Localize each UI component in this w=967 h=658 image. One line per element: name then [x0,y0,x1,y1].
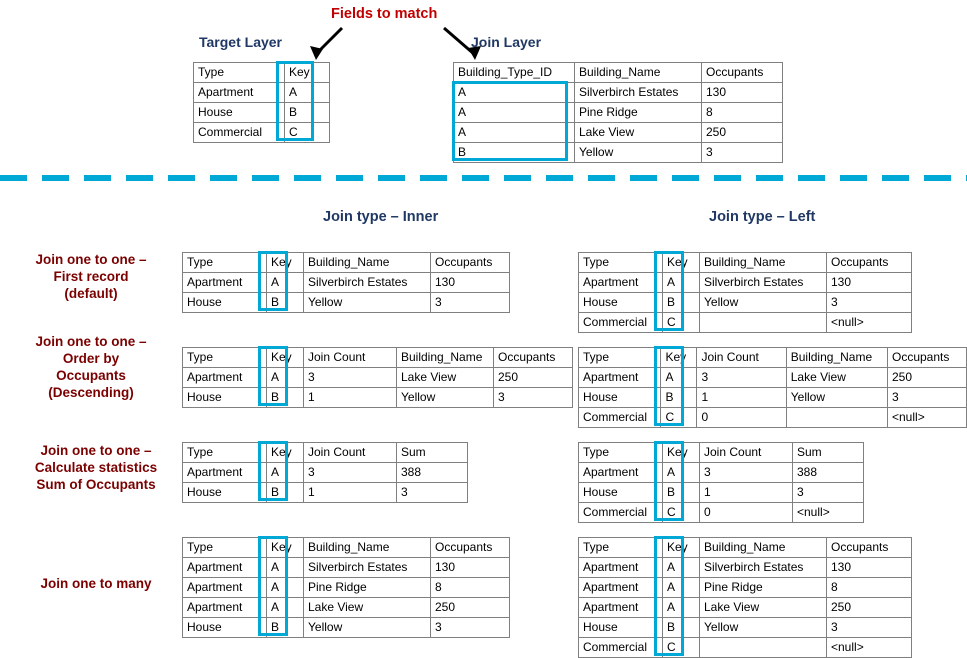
cell: Yellow [700,293,827,313]
th: Type [183,538,267,558]
cell: 3 [827,293,912,313]
cell: 3 [793,483,864,503]
left-table-first-record [578,252,912,333]
table-header-row [579,348,967,368]
table-row [579,558,912,578]
cell: Apartment [579,368,661,388]
th: Type [579,443,663,463]
cell: 1 [304,388,397,408]
th: Join Count [304,443,397,463]
cell: Pine Ridge [700,578,827,598]
cell: House [183,618,267,638]
th: Key [661,348,697,368]
row-label-line: Join one to many [40,576,152,591]
cell: 1 [697,388,786,408]
cell: Lake View [304,598,431,618]
cell: 3 [397,483,468,503]
table-row [194,103,330,123]
cell: B [454,143,575,163]
cell [700,313,827,333]
fields-to-match-label: Fields to match [331,6,438,22]
cell: House [183,293,267,313]
cell: 130 [702,83,783,103]
th: Occupants [702,63,783,83]
cell: 3 [702,143,783,163]
cell: <null> [827,313,912,333]
table-row [183,578,510,598]
cell: Apartment [183,273,267,293]
th: Building_Type_ID [454,63,575,83]
table-header-row [183,348,573,368]
th: Sum [793,443,864,463]
table-header-row [454,63,783,83]
cell: B [267,388,304,408]
join-type-inner-label: Join type – Inner [323,209,439,225]
cell: 3 [431,618,510,638]
th: Key [267,538,304,558]
table-row [454,83,783,103]
cell: 250 [827,598,912,618]
cell: A [454,83,575,103]
cell: Pine Ridge [304,578,431,598]
cell: Apartment [194,83,285,103]
row-label-line: Occupants [56,368,126,383]
cell: A [267,463,304,483]
cell: Commercial [579,408,661,428]
cell: Apartment [579,558,663,578]
cell: 388 [397,463,468,483]
cell [786,408,887,428]
cell: A [663,558,700,578]
table-row [454,123,783,143]
cell: 8 [702,103,783,123]
th: Type [579,253,663,273]
cell: Pine Ridge [575,103,702,123]
table-row [454,103,783,123]
table-row [183,558,510,578]
th: Key [663,443,700,463]
th: Key [285,63,330,83]
cell: 1 [700,483,793,503]
table-header-row [183,443,468,463]
th: Type [183,443,267,463]
cell: <null> [888,408,967,428]
cell: A [267,368,304,388]
cell: 8 [431,578,510,598]
row-label-line: (default) [64,286,118,301]
th: Occupants [888,348,967,368]
left-table-order-by-wrap [578,347,967,428]
th: Key [663,253,700,273]
table-row [183,293,510,313]
cell [700,638,827,658]
cell: Apartment [579,273,663,293]
table-header-row [579,538,912,558]
cell: C [663,503,700,523]
th: Key [663,538,700,558]
cell: 250 [888,368,967,388]
cell: A [285,83,330,103]
target-layer-table [193,62,330,143]
cell: Silverbirch Estates [575,83,702,103]
th: Join Count [697,348,786,368]
cell: 3 [888,388,967,408]
th: Building_Name [397,348,494,368]
target-layer-table-wrap [193,62,330,143]
cell: 3 [494,388,573,408]
th: Occupants [827,538,912,558]
table-row [579,598,912,618]
inner-table-order-by [182,347,573,408]
inner-table-one-to-many [182,537,510,638]
table-row [183,463,468,483]
th: Building_Name [304,253,431,273]
cell: C [285,123,330,143]
cell: 3 [304,463,397,483]
join-layer-table [453,62,783,163]
table-header-row [579,443,864,463]
cell: 250 [494,368,573,388]
cell: 0 [697,408,786,428]
inner-table-statistics [182,442,468,503]
inner-table-one-to-many-wrap [182,537,510,638]
table-row [194,123,330,143]
th: Occupants [431,253,510,273]
table-row [579,313,912,333]
table-header-row [194,63,330,83]
table-row [579,273,912,293]
table-row [579,483,864,503]
table-row [183,273,510,293]
th: Type [183,348,267,368]
cell: Lake View [700,598,827,618]
cell: C [663,313,700,333]
table-row [579,293,912,313]
cell: Commercial [194,123,285,143]
cell: Yellow [575,143,702,163]
th: Key [267,443,304,463]
cell: A [663,578,700,598]
row-label-calculate-statistics [6,442,186,493]
table-row [183,618,510,638]
cell: A [661,368,697,388]
inner-table-order-by-wrap [182,347,573,408]
cell: Commercial [579,313,663,333]
cell: Silverbirch Estates [700,273,827,293]
row-label-line: First record [53,269,129,284]
cell: A [267,598,304,618]
th: Sum [397,443,468,463]
cell: C [663,638,700,658]
cell: Commercial [579,638,663,658]
table-row [454,143,783,163]
cell: A [663,598,700,618]
cell: B [663,618,700,638]
table-row [579,463,864,483]
th: Type [183,253,267,273]
row-label-line: Order by [62,351,120,366]
cell: House [183,388,267,408]
cell: Commercial [579,503,663,523]
th: Building_Name [786,348,887,368]
cell: Yellow [397,388,494,408]
cell: Apartment [579,463,663,483]
table-row [183,598,510,618]
arrow-to-target-key [300,26,360,66]
cell: Silverbirch Estates [304,273,431,293]
cell: Yellow [700,618,827,638]
th: Building_Name [304,538,431,558]
cell: House [579,293,663,313]
table-header-row [183,253,510,273]
inner-table-first-record [182,252,510,313]
cell: A [454,103,575,123]
cell: <null> [827,638,912,658]
row-label-line: Join one to one – [35,334,147,349]
table-header-row [183,538,510,558]
table-header-row [579,253,912,273]
th: Key [267,253,304,273]
cell: A [267,578,304,598]
cell: 0 [700,503,793,523]
row-label-first-record [6,251,176,302]
left-table-order-by [578,347,967,428]
cell: B [661,388,697,408]
cell: B [663,293,700,313]
table-row [194,83,330,103]
cell: A [663,273,700,293]
left-table-one-to-many-wrap [578,537,912,658]
cell: B [267,483,304,503]
cell: 130 [827,273,912,293]
table-row [579,618,912,638]
table-row [579,503,864,523]
table-row [183,368,573,388]
cell: Lake View [397,368,494,388]
cell: B [267,293,304,313]
cell: 130 [827,558,912,578]
table-row [579,368,967,388]
cell: B [663,483,700,503]
row-label-line: (Descending) [48,385,134,400]
left-table-statistics-wrap [578,442,864,523]
cell: 130 [431,273,510,293]
cell: Lake View [786,368,887,388]
cell: 1 [304,483,397,503]
th: Building_Name [700,253,827,273]
cell: 3 [827,618,912,638]
target-layer-label: Target Layer [199,34,282,50]
cell: House [579,388,661,408]
th: Occupants [827,253,912,273]
row-label-line: Join one to one – [35,252,147,267]
row-label-line: Join one to one – [40,443,152,458]
cell: 3 [431,293,510,313]
cell: A [267,273,304,293]
inner-table-first-record-wrap [182,252,510,313]
table-row [579,578,912,598]
cell: 130 [431,558,510,578]
th: Key [267,348,304,368]
row-label-line: Calculate statistics [34,460,158,475]
table-row [579,388,967,408]
cell: Apartment [183,578,267,598]
cell: Yellow [786,388,887,408]
cell: Apartment [183,368,267,388]
cell: 250 [431,598,510,618]
cell: B [285,103,330,123]
th: Type [194,63,285,83]
cell: 3 [700,463,793,483]
th: Type [579,348,661,368]
section-divider [0,175,967,181]
th: Join Count [700,443,793,463]
cell: <null> [793,503,864,523]
inner-table-statistics-wrap [182,442,468,503]
cell: Apartment [579,578,663,598]
table-row [579,408,967,428]
cell: 250 [702,123,783,143]
cell: Silverbirch Estates [700,558,827,578]
join-layer-label: Join Layer [471,34,542,50]
table-row [579,638,912,658]
th: Building_Name [575,63,702,83]
cell: House [183,483,267,503]
cell: Apartment [183,598,267,618]
row-label-order-by-occupants [6,333,176,401]
th: Occupants [431,538,510,558]
cell: 8 [827,578,912,598]
cell: Apartment [579,598,663,618]
cell: Silverbirch Estates [304,558,431,578]
row-label-one-to-many [6,575,186,592]
cell: 388 [793,463,864,483]
th: Occupants [494,348,573,368]
cell: Apartment [183,463,267,483]
cell: A [663,463,700,483]
cell: House [579,483,663,503]
cell: A [267,558,304,578]
cell: A [454,123,575,143]
left-table-one-to-many [578,537,912,658]
th: Type [579,538,663,558]
th: Building_Name [700,538,827,558]
th: Join Count [304,348,397,368]
join-layer-table-wrap [453,62,783,163]
table-row [183,483,468,503]
cell: C [661,408,697,428]
cell: 3 [304,368,397,388]
cell: Apartment [183,558,267,578]
cell: B [267,618,304,638]
row-label-line: Sum of Occupants [36,477,156,492]
left-table-statistics [578,442,864,523]
left-table-first-record-wrap [578,252,912,333]
cell: Yellow [304,618,431,638]
table-row [183,388,573,408]
cell: House [194,103,285,123]
join-type-left-label: Join type – Left [709,209,816,225]
cell: House [579,618,663,638]
cell: 3 [697,368,786,388]
cell: Lake View [575,123,702,143]
cell: Yellow [304,293,431,313]
